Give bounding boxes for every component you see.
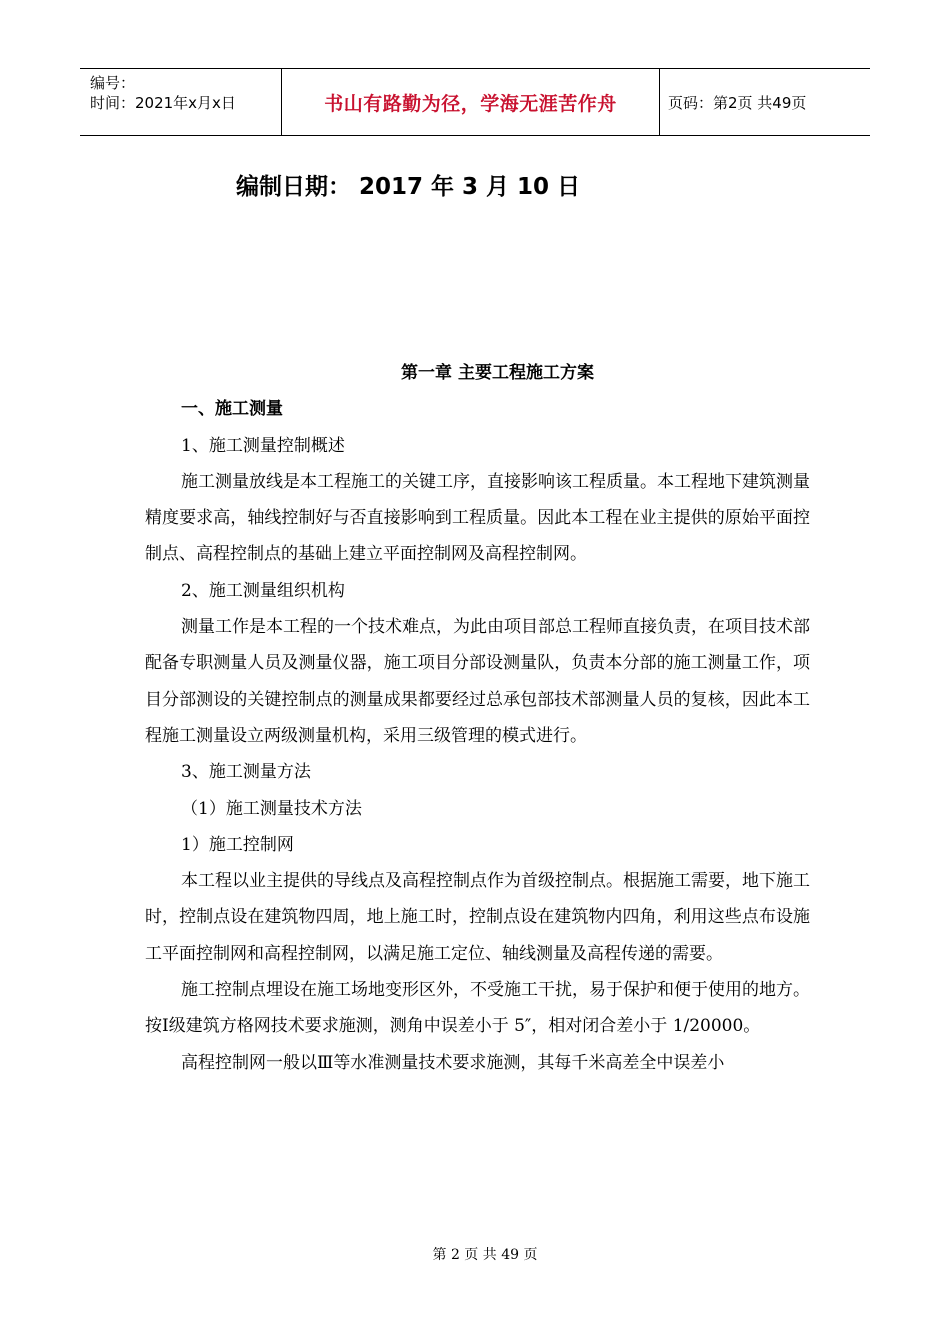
- paragraph: 测量工作是本工程的一个技术难点，为此由项目部总工程师直接负责，在项目技术部配备专职测量人员及测量仪器，施工项目分部设测量队，负责本分部的施工测量工作，项目分部测设的关键控制点的测量成果都要经过总承包部技术部测量人员的复核，因此本工程施工测量设立两级测量机构，采用三级管理的模式进行。: [145, 617, 810, 746]
- header-page-cell: [660, 69, 870, 135]
- chapter-title: 第一章 主要工程施工方案: [401, 363, 594, 383]
- subsection-heading: 1、施工测量控制概述: [181, 435, 345, 456]
- document-time-label: 时间：2021年x月x日: [90, 94, 236, 112]
- subsection-heading: 1）施工控制网: [181, 834, 294, 855]
- paragraph: 本工程以业主提供的导线点及高程控制点作为首级控制点。根据施工需要，地下施工时，控制点设在建筑物四周，地上施工时，控制点设在建筑物内四角，利用这些点布设施工平面控制网和高程控制网，以满足施工定位、轴线测量及高程传递的需要。: [145, 871, 810, 964]
- paragraph: 施工测量放线是本工程施工的关键工序，直接影响该工程质量。本工程地下建筑测量精度要求高，轴线控制好与否直接影响到工程质量。因此本工程在业主提供的原始平面控制点、高程控制点的基础上建立平面控制网及高程控制网。: [145, 471, 810, 565]
- header-page-info: 页码：第2页 共49页: [668, 93, 807, 112]
- document-number-label: 编号：: [90, 74, 136, 92]
- document-body: [145, 355, 810, 1081]
- subsection-heading: 3、施工测量方法: [181, 762, 311, 783]
- subsection-heading: （1）施工测量技术方法: [181, 798, 362, 819]
- header-table: [80, 68, 870, 136]
- paragraph: 施工控制点埋设在施工场地变形区外，不受施工干扰，易于保护和便于使用的地方。按Ⅰ级建筑方格网技术要求施测，测角中误差小于 5″，相对闭合差小于 1/20000。: [145, 980, 810, 1037]
- subsection-heading: 2、施工测量组织机构: [181, 580, 345, 601]
- header-motto-cell: [282, 69, 660, 135]
- compile-date: 编制日期： 2017 年 3 月 10 日: [236, 174, 581, 200]
- header-meta-cell: [80, 69, 282, 135]
- section-heading: 一、施工测量: [181, 399, 283, 420]
- paragraph: 高程控制网一般以Ⅲ等水准测量技术要求施测，其每千米高差全中误差小: [181, 1052, 725, 1073]
- page-footer: 第 2 页 共 49 页: [432, 1247, 538, 1263]
- header-motto: 书山有路勤为径，学海无涯苦作舟: [324, 92, 617, 115]
